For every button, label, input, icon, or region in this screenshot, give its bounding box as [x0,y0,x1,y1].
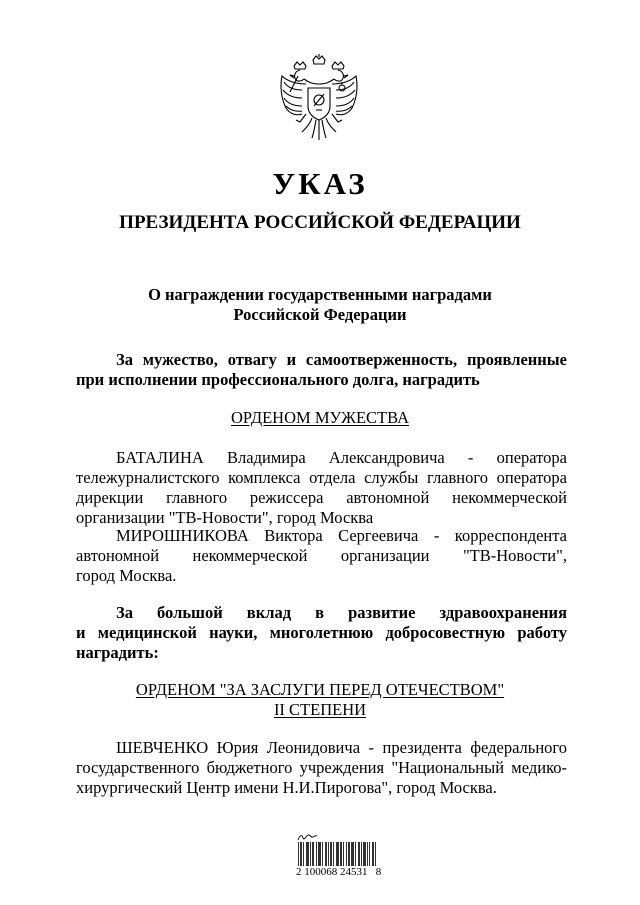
text-line: организации "ТВ-Новости", город Москва [76,508,374,527]
text-line: ШЕВЧЕНКО Юрия Леонидовича - президента федерального [116,738,567,757]
section2-intro [76,603,567,663]
text-line: город Москва. [76,566,177,585]
text-line: дирекции главного режиссера автономной некоммерческой [76,488,567,507]
russian-coat-of-arms-icon [276,54,362,144]
text-line: и медицинской науки, многолетнюю добросовестную работу [76,623,567,642]
barcode-number: 2 100068 24531 8 [296,866,382,878]
text-line: За мужество, отвагу и самоотверженность, проявленные [116,350,567,369]
text-line: автономной некоммерческой организации "ТВ-Новости", [76,546,567,565]
barcode-icon [298,842,376,866]
page-subtitle: ПРЕЗИДЕНТА РОССИЙСКОЙ ФЕДЕРАЦИИ [119,212,521,233]
text-line: БАТАЛИНА Владимира Александровича - оператора [116,448,567,467]
award-title [0,408,640,428]
award-degree: II СТЕПЕНИ [273,700,367,719]
section1-intro [76,350,567,390]
awardee-1 [76,448,567,528]
text-line: За большой вклад в развитие здравоохранения [116,603,567,622]
award-name: ОРДЕНОМ "ЗА ЗАСЛУГИ ПЕРЕД ОТЕЧЕСТВОМ" [135,680,505,699]
text-line: при исполнении профессионального долга, наградить [76,370,480,389]
handwritten-mark-icon [296,832,318,842]
award-title [0,680,640,720]
text-line: наградить: [76,643,159,662]
text-line: МИРОШНИКОВА Виктора Сергеевича - корреспондента [116,526,567,545]
heading-line: О награждении государственными наградами [148,285,492,304]
text-line: тележурналистского комплекса отдела службы главного оператора [76,468,567,487]
awardee-2 [76,526,567,586]
decree-heading [0,285,640,325]
page-title: УКАЗ [272,166,368,201]
text-line: государственного бюджетного учреждения "Национальный медико- [76,758,567,777]
heading-line: Российской Федерации [233,305,407,324]
text-line: хирургический Центр имени Н.И.Пирогова", город Москва. [76,778,497,797]
awardee-3 [76,738,567,798]
award-name: ОРДЕНОМ МУЖЕСТВА [231,408,409,427]
